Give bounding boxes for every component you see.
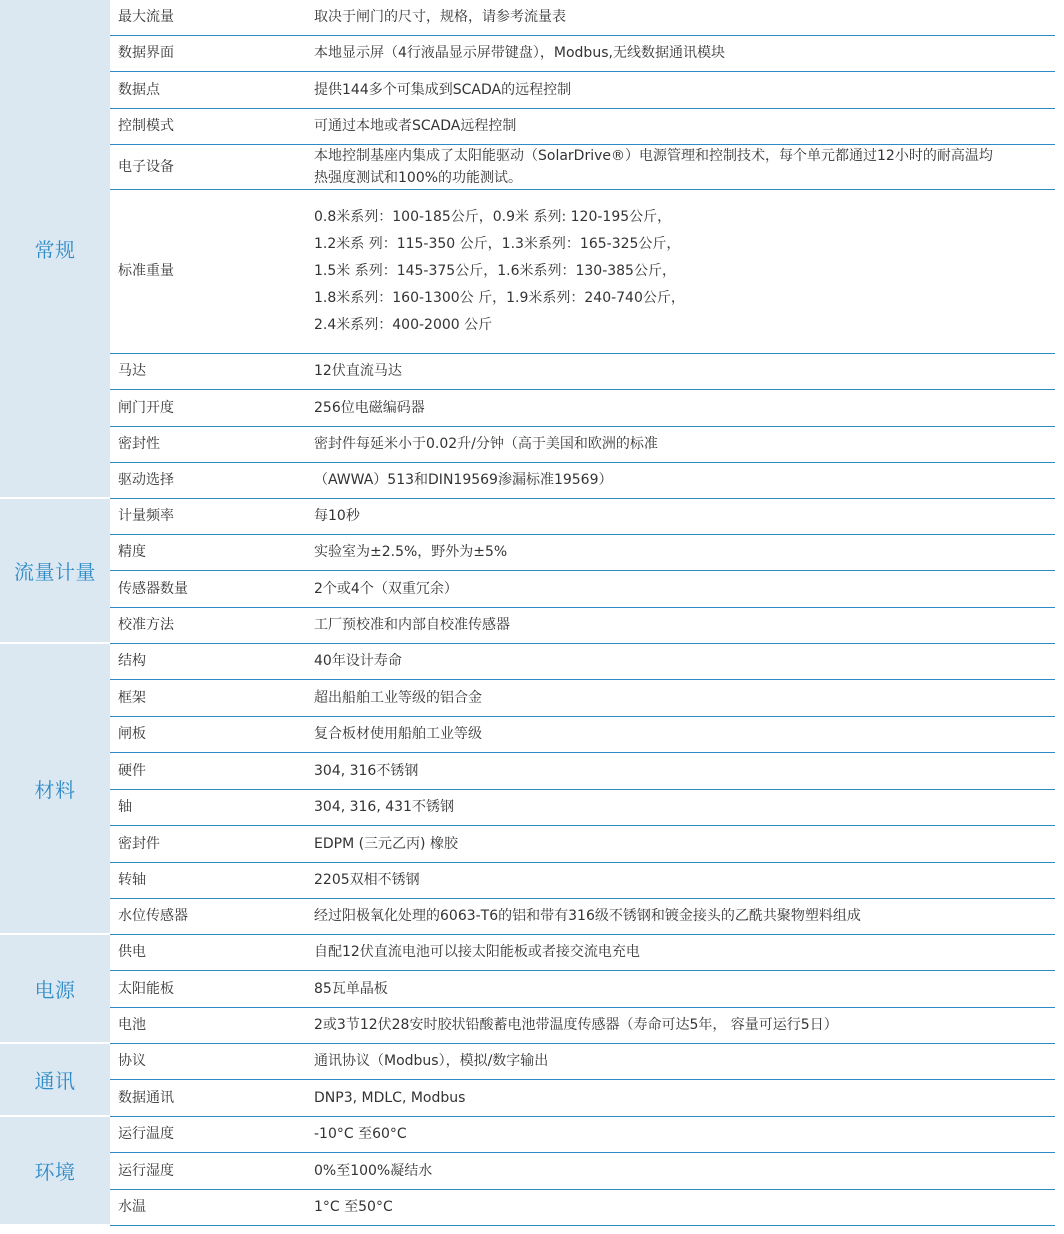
- table-row: [110, 899, 1055, 935]
- category-label: 环境: [0, 1117, 110, 1226]
- row-value: [314, 794, 1055, 821]
- row-label: 供电: [118, 944, 146, 960]
- value-line: 1°C 至50°C: [314, 1199, 393, 1215]
- value-line: 提供144多个可集成到SCADA的远程控制: [314, 81, 572, 98]
- section-general: [0, 0, 1055, 499]
- row-value: [314, 1158, 1055, 1185]
- category-label: 材料: [0, 644, 110, 935]
- row-label: 数据界面: [118, 45, 174, 61]
- category-label: 常规: [0, 0, 110, 499]
- table-row: [110, 354, 1055, 390]
- value-line: 经过阳极氧化处理的6063-T6的铝和带有316级不锈钢和镀金接头的乙酰共聚物塑料组成: [314, 908, 861, 924]
- value-line: 工厂预校准和内部自校准传感器: [314, 617, 510, 633]
- row-label: 协议: [118, 1053, 146, 1069]
- row-label: 转轴: [118, 872, 146, 888]
- table-row: [110, 427, 1055, 463]
- section-communication: [0, 1044, 1055, 1117]
- spec-rows: [110, 1117, 1055, 1226]
- table-row: [110, 971, 1055, 1008]
- row-value: [314, 648, 1055, 675]
- row-value: [314, 145, 1055, 189]
- row-value: [314, 539, 1055, 566]
- value-line: 40年设计寿命: [314, 653, 402, 669]
- row-label: 结构: [118, 653, 146, 669]
- row-value: [314, 903, 1055, 930]
- row-value: [314, 77, 1055, 104]
- row-label: 电池: [118, 1017, 146, 1033]
- row-label: 马达: [118, 363, 146, 379]
- row-label: 精度: [118, 544, 146, 560]
- value-line: 本地显示屏（4行液晶显示屏带键盘），Modbus,无线数据通讯模块: [314, 45, 725, 61]
- table-row: [110, 790, 1055, 826]
- row-label: 数据通讯: [118, 1089, 174, 1106]
- value-line: 可通过本地或者SCADA远程控制: [314, 118, 517, 134]
- table-row: [110, 0, 1055, 36]
- row-label: 驱动选择: [118, 472, 174, 488]
- value-line: 本地控制基座内集成了太阳能驱动（SolarDrive®）电源管理和控制技术，每个单元都通过12小时的耐高温均: [314, 148, 993, 164]
- value-line: 2.4米系列：400-2000 公斤: [314, 317, 493, 333]
- table-row: [110, 72, 1055, 109]
- row-label: 水位传感器: [118, 908, 188, 924]
- table-row: [110, 109, 1055, 145]
- value-line: 256位电磁编码器: [314, 399, 425, 416]
- row-value: [314, 40, 1055, 67]
- row-label: 闸门开度: [118, 399, 174, 416]
- value-line: -10°C 至60°C: [314, 1126, 407, 1142]
- table-row: [110, 1153, 1055, 1190]
- table-row: [110, 644, 1055, 680]
- spec-rows: [110, 935, 1055, 1044]
- row-label: 控制模式: [118, 118, 174, 134]
- row-value: [314, 467, 1055, 494]
- row-label: 运行湿度: [118, 1162, 174, 1179]
- row-value: [314, 685, 1055, 712]
- value-line: 密封件每延米小于0.02升/分钟（高于美国和欧洲的标准: [314, 436, 658, 452]
- value-line: 自配12伏直流电池可以接太阳能板或者接交流电充电: [314, 944, 640, 960]
- table-row: [110, 535, 1055, 571]
- row-value: [314, 831, 1055, 858]
- row-label: 密封件: [118, 835, 160, 852]
- table-row: [110, 499, 1055, 535]
- value-line: 304, 316不锈钢: [314, 762, 419, 779]
- row-label: 密封性: [118, 436, 160, 452]
- table-row: [110, 753, 1055, 790]
- value-line: 1.5米 系列：145-375公斤，1.6米系列：130-385公斤，: [314, 263, 676, 279]
- row-value: [314, 939, 1055, 966]
- row-value: [314, 113, 1055, 140]
- row-value: [314, 1085, 1055, 1112]
- section-power: [0, 935, 1055, 1044]
- table-row: [110, 826, 1055, 863]
- table-row: [110, 190, 1055, 354]
- value-line: 取决于闸门的尺寸，规格，请参考流量表: [314, 9, 566, 25]
- value-line: 304, 316, 431不锈钢: [314, 799, 454, 815]
- section-flow-metering: [0, 499, 1055, 644]
- row-value: [314, 358, 1055, 385]
- row-value: [314, 758, 1055, 785]
- value-line: DNP3, MDLC, Modbus: [314, 1089, 466, 1106]
- table-row: [110, 571, 1055, 608]
- value-line: （AWWA）513和DIN19569渗漏标准19569）: [314, 472, 613, 488]
- spec-rows: [110, 644, 1055, 935]
- value-line: 超出船舶工业等级的铝合金: [314, 689, 482, 706]
- row-value: [314, 576, 1055, 603]
- table-row: [110, 608, 1055, 644]
- value-line: 0%至100%凝结水: [314, 1162, 433, 1179]
- row-value: [314, 4, 1055, 31]
- row-label: 标准重量: [118, 263, 174, 279]
- value-line: 1.2米系 列：115-350 公斤，1.3米系列：165-325公斤，: [314, 236, 681, 252]
- row-label: 计量频率: [118, 508, 174, 524]
- row-value: [314, 976, 1055, 1003]
- row-label: 运行温度: [118, 1126, 174, 1142]
- row-label: 数据点: [118, 81, 160, 98]
- spec-rows: [110, 499, 1055, 644]
- table-row: [110, 1044, 1055, 1080]
- row-value: [314, 1012, 1055, 1039]
- row-label: 校准方法: [118, 617, 174, 633]
- row-value: [314, 204, 1055, 339]
- category-label: 通讯: [0, 1044, 110, 1117]
- value-line: 2205双相不锈钢: [314, 872, 420, 888]
- value-line: 2或3节12伏28安时胶状铅酸蓄电池带温度传感器（寿命可达5年， 容量可运行5日）: [314, 1017, 838, 1033]
- value-line: 12伏直流马达: [314, 363, 402, 379]
- value-line: 实验室为±2.5%，野外为±5%: [314, 544, 508, 560]
- row-label: 水温: [118, 1199, 146, 1215]
- row-value: [314, 1121, 1055, 1148]
- section-materials: [0, 644, 1055, 935]
- value-line: 1.8米系列：160-1300公 斤，1.9米系列：240-740公斤，: [314, 290, 685, 306]
- row-value: [314, 612, 1055, 639]
- row-value: [314, 395, 1055, 422]
- table-row: [110, 145, 1055, 190]
- value-line: EDPM (三元乙丙) 橡胶: [314, 835, 458, 852]
- category-label: 电源: [0, 935, 110, 1044]
- row-label: 最大流量: [118, 9, 174, 25]
- category-label: 流量计量: [0, 499, 110, 644]
- value-line: 通讯协议（Modbus），模拟/数字输出: [314, 1053, 549, 1069]
- table-row: [110, 863, 1055, 899]
- value-line: 2个或4个（双重冗余）: [314, 580, 458, 597]
- value-line: 复合板材使用船舶工业等级: [314, 726, 482, 742]
- value-line: 0.8米系列：100-185公斤，0.9米 系列: 120-195公斤，: [314, 209, 672, 225]
- table-row: [110, 717, 1055, 753]
- table-row: [110, 1190, 1055, 1226]
- section-environment: [0, 1117, 1055, 1226]
- spec-rows: [110, 1044, 1055, 1117]
- value-line: 热强度测试和100%的功能测试。: [314, 170, 523, 186]
- row-label: 传感器数量: [118, 580, 188, 597]
- value-line: 85瓦单晶板: [314, 980, 388, 997]
- spec-rows: [110, 0, 1055, 499]
- table-row: [110, 680, 1055, 717]
- row-label: 闸板: [118, 726, 146, 742]
- table-row: [110, 1008, 1055, 1044]
- row-label: 太阳能板: [118, 980, 174, 997]
- table-row: [110, 463, 1055, 499]
- row-value: [314, 721, 1055, 748]
- row-label: 电子设备: [118, 158, 174, 175]
- table-row: [110, 36, 1055, 72]
- row-label: 框架: [118, 689, 146, 706]
- row-label: 硬件: [118, 762, 146, 779]
- row-value: [314, 503, 1055, 530]
- table-row: [110, 1117, 1055, 1153]
- row-value: [314, 867, 1055, 894]
- table-row: [110, 390, 1055, 427]
- row-value: [314, 1048, 1055, 1075]
- row-label: 轴: [118, 799, 132, 815]
- row-value: [314, 1194, 1055, 1221]
- value-line: 每10秒: [314, 508, 360, 524]
- table-row: [110, 935, 1055, 971]
- row-value: [314, 431, 1055, 458]
- table-row: [110, 1080, 1055, 1117]
